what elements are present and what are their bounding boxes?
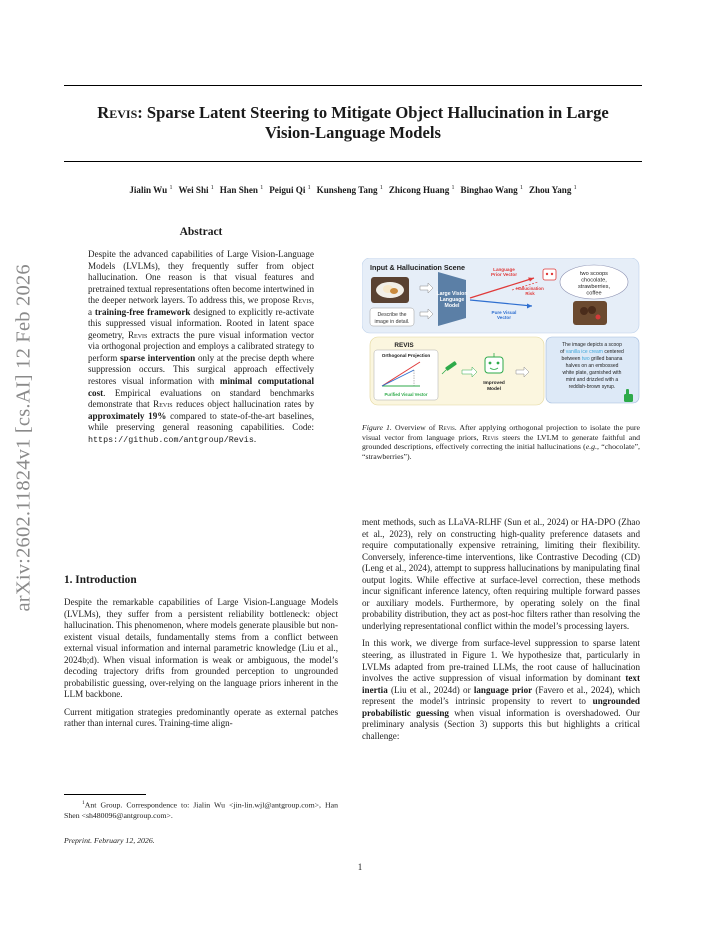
- abstract-heading: Abstract: [179, 226, 223, 238]
- output-line-4: halves on an embossed: [565, 363, 619, 369]
- preprint-date: Preprint. February 12, 2026.: [64, 836, 155, 845]
- improved-line-2: Model: [487, 387, 501, 392]
- language-prior-label-2: Prior Vector: [490, 272, 518, 277]
- author-name: Han Shen $^1$: [219, 185, 264, 196]
- paper-title: Revis: Sparse Latent Steering to Mitigate Object Hallucination in Large Vision-Language Models: [97, 103, 609, 142]
- right-column-body: [362, 517, 640, 742]
- intro-paragraph-2: Current mitigation strategies predominantly operate as external patches rather than internal cures. Training-time align-: [64, 706, 338, 729]
- hallucination-risk-2: Risk: [525, 291, 535, 296]
- author-name: Zhou Yang $^1$: [529, 185, 577, 196]
- author-name: Binghao Wang $^1$: [460, 185, 523, 196]
- abstract-body: Despite the advanced capabilities of Large Vision-Language Models (LVLMs), they frequently suffer from object hallucination. One reason is that visual features and pretrained textual representations often become intertwined in the deeper network layers. To address this, we propose Revis, a training-free framework designed to explicitly re-activate this suppressed visual information. Rooted in latent space geometry, Revis extracts the pure visual information vector via orthogonal projection and employs a calibrated strategy to perform sparse intervention only at the precise depth where suppression occurs. This surgical approach effectively restores visual information with minimal computational cost. Empirical evaluations on standard benchmarks demonstrate that Revis reduces object hallucination rates by approximately 19% compared to state-of-the-art baselines, while preserving general reasoning capabilities. Code: https://github.com/antgroup/Revis.: [88, 249, 315, 445]
- output-line-5: white plate, garnished with: [562, 370, 622, 376]
- arxiv-watermark: arXiv:2602.11824v1 [cs.AI] 12 Feb 2026: [12, 264, 35, 612]
- output-line-6: mint and drizzled with a: [565, 377, 619, 383]
- prompt-line-2: image in detail.: [374, 319, 410, 325]
- right-paragraph-1: ment methods, such as LLaVA-RLHF (Sun et al., 2024) or HA-DPO (Zhao et al., 2023), rely on constructing high-quality preference datasets and require computationally expensive retraining, limiting their flexibility. Conversely, inference-time interventions, like Contrastive Decoding (CD) (Leng et al., 2024), attempt to suppress hallucinations by manipulating final output logits. While effective at surface-level correction, these methods incur significant inference latency, often requiring multiple forward passes or auxiliary models. Furthermore, by operating solely on the final probability distribution, they act as post-hoc filters rather than resolving the underlying representational conflict within the model’s processing layers.: [362, 517, 640, 631]
- footnote: $^1$Ant Group. Correspondence to: Jialin Wu <jin-lin.wjl@antgroup.com>, Han Shen <sh480096@antgroup.com>.: [64, 800, 338, 820]
- title-top-rule: [64, 85, 642, 86]
- introduction-heading: 1. Introduction: [64, 574, 137, 586]
- output-line-1: The image depicts a scoop: [562, 342, 622, 348]
- cloud-line-1: two scoops: [580, 271, 608, 277]
- pure-visual-label-1: Pure Visual: [491, 310, 517, 315]
- output-line-2: of vanilla ice cream centered: [560, 349, 624, 355]
- hallucination-risk-1: Hallucination: [516, 286, 544, 291]
- title-bottom-rule: [64, 161, 642, 162]
- robot-confused-icon: [543, 269, 556, 280]
- revis-label: REVIS: [394, 342, 414, 349]
- footnote-rule: [64, 794, 146, 795]
- page-number: 1: [357, 862, 363, 872]
- code-link[interactable]: https://github.com/antgroup/Revis: [88, 434, 254, 445]
- improved-line-1: Improved: [483, 381, 505, 386]
- author-list: [60, 185, 646, 195]
- cloud-line-3: strawberries,: [577, 284, 611, 290]
- pure-visual-label-2: Vector: [496, 315, 512, 320]
- scene-title: Input & Hallucination Scene: [370, 263, 466, 272]
- author-name: Zhicong Huang $^1$: [388, 185, 455, 196]
- intro-body: [64, 597, 338, 730]
- cloud-line-2: chocolate,: [581, 277, 607, 284]
- output-line-7: reddish-brown syrup.: [568, 384, 616, 390]
- ortho-label: Orthogonal Projection: [381, 353, 431, 358]
- lvlm-line-2: Language: [439, 297, 465, 303]
- cloud-line-4: coffee: [586, 290, 602, 297]
- author-name: Peigui Qi $^1$: [269, 185, 311, 196]
- author-name: Kunsheng Tang $^1$: [316, 185, 383, 196]
- lvlm-line-3: Model: [444, 303, 460, 309]
- figure-overview: [362, 258, 640, 420]
- purified-label: Purified Visual Vector: [384, 392, 428, 397]
- intro-paragraph-1: Despite the remarkable capabilities of Large Vision-Language Models (LVLMs), they suffer from a persistent reliability bottleneck: object hallucination. This phenomenon, where models generate plausible but non-existent visual details, fundamentally stems from a conflict between external visual information and internal parametric knowledge (Liu et al., 2024b;d). When visual information is weak or ambiguous, the model’s decoding trajectory drifts from grounded perception to ungrounded probabilistic guessing, over-relying on the language priors inherent in the LLM backbone.: [64, 597, 338, 700]
- author-name: Jialin Wu $^1$: [129, 185, 173, 196]
- right-paragraph-2: In this work, we diverge from surface-level suppression to sparse latent steering, as illustrated in Figure 1. We hypothesize that, particularly in LVLMs adapted from pre-trained LLMs, the root cause of hallucination involves the active suppression of visual information by dominant text inertia (Liu et al., 2024d) or language prior (Favero et al., 2024), which represent the model’s intrinsic propensity to revert to ungrounded probabilistic guessing when visual information is overshadowed. Our preliminary analysis (Section 3) supports this but highlights a critical challenge:: [362, 638, 640, 741]
- language-prior-label-1: Language: [493, 267, 515, 272]
- figure-caption: Figure 1. Overview of Revis. After applying orthogonal projection to isolate the pure visual vector from language priors, Revis steers the LVLM to generate faithful and grounded descriptions, effectively correcting the initial hallucinations (e.g., “chocolate”, “strawberries”).: [362, 423, 640, 461]
- lvlm-line-1: Large Vision: [436, 291, 468, 297]
- author-name: Wei Shi $^1$: [178, 185, 214, 196]
- output-line-3: between two grilled banana: [561, 356, 623, 362]
- prompt-line-1: Describe the: [377, 312, 407, 318]
